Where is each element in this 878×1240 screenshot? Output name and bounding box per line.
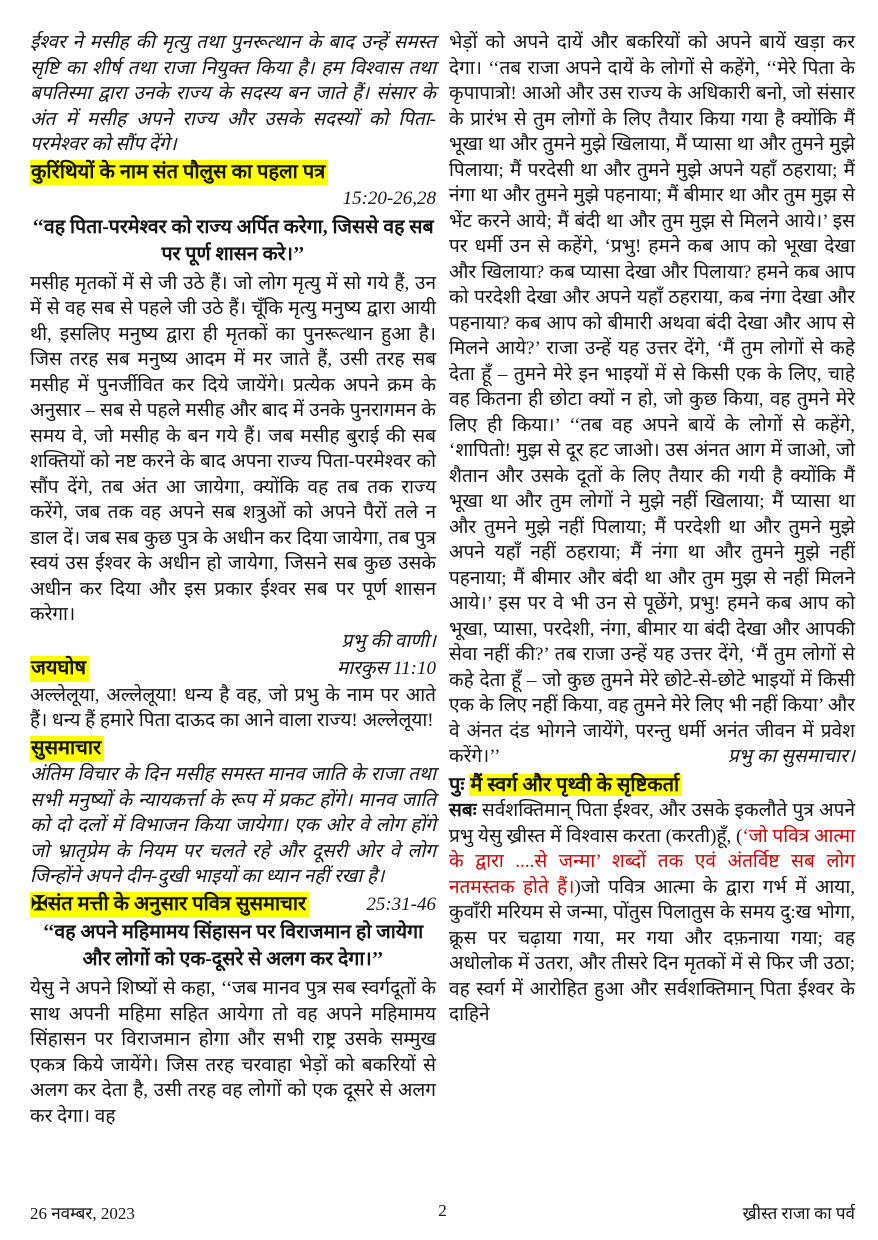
- epistle-body: मसीह मृतकों में से जी उठे हैं। जो लोग मृत्यु में सो गये हैं, उन में से वह सब से पहले जी उठे हैं। चूँकि मृत्यु मनुष्य द्वारा आयी थी, इसलिए मनुष्य द्वारा ही मृतकों का पुनरूत्थान हुआ है। जिस तरह सब मनुष्य आदम में मर जाते हैं, उसी तरह सब मसीह में पुनर्जीवित कर दिये जायेंगे। प्रत्येक अपने क्रम के अनुसार – सब से पहले मसीह और बाद में उनके पुनरागमन के समय वे, जो मसीह के बन गये हैं। जब मसीह बुराई की सब शक्तियों को नष्ट करने के बाद अपना राज्य पिता-परमेश्वर को सौंप देंगे, तब अंत आ जायेगा, क्योंकि वह तब तक राज्य करेंगे, जब तक वह अपने सब शत्रुओं को अपने पैरों तले न डाल दें। जब सब कुछ पुत्र के अधीन कर दिया जायेगा, तब पुत्र स्वयं उस ईश्वर के अधीन हो जायेगा, जिसने सब कुछ उसके अधीन कर दिया और इस प्रकार ईश्वर सब पर पूर्ण शासन करेगा।: [30, 272, 436, 625]
- epistle-heading: कुरिंथियों के नाम संत पौलुस का पहला पत्र: [30, 160, 328, 186]
- footer-feast-title: ख्रीस्त राजा का पर्व: [742, 1204, 855, 1223]
- gospel-body-continued: भेड़ों को अपने दायें और बकरियों को अपने बायें खड़ा कर देगा। ‘‘तब राजा अपने दायें के लोगों से कहेंगे, ‘‘मेरे पिता के कृपापात्रो! आओ और उस राज्य के अधिकारी बनो, जो संसार के प्रारंभ से तुम लोगों के लिए तैयार किया गया है क्योंकि मैं भूखा था और तुमने मुझे खिलाया, मैं प्यासा था और तुमने मुझे पिलाया; मैं परदेसी था और तुमने मुझे अपने यहाँ ठहराया; मैं नंगा था और तुमने मुझे पहनाया; मैं बीमार था और तुम मुझ से भेंट करने आये; मैं बंदी था और तुम मुझ से मिलने आये।’ इस पर धर्मी उन से कहेंगे, ‘प्रभु! हमने कब आप को भूखा देखा और खिलाया? कब प्यासा देखा और पिलाया? हमने कब आप को परदेशी देखा और अपने यहाँ ठहराया, कब नंगा देखा और पहनाया? कब आप को बीमारी अथवा बंदी देखा और आप से मिलने आये?’ राजा उन्हें यह उत्तर देंगे, ‘मैं तुम लोगों से कहे देता हूँ – तुमने मेरे इन भाइयों में से किसी एक के लिए, चाहे वह कितना ही छोटा क्यों न हो, जो कुछ किया, वह तुमने मेरे लिए ही किया।’ ‘‘तब वह अपने बायें के लोगों से कहेंगे, ‘शापितो! मुझ से दूर हट जाओ। उस अंनत आग में जाओ, जो शैतान और उसके दूतों के लिए तैयार की गयी है क्योंकि मैं भूखा था और तुम लोगों ने मुझे नहीं खिलाया; मैं प्यासा था और तुमने मुझे नहीं पिलाया; मैं परदेशी था और तुमने मुझे अपने यहाँ नहीं ठहराया; मैं नंगा था और तुमने मुझे नहीं पहनाया; मैं बीमार और बंदी था और तुम मुझ से नहीं मिलने आये।’ इस पर वे भी उन से पूछेंगे, प्रभु! हमने कब आप को भूखा, प्यासा, परदेशी, नंगा, बीमार या बंदी देखा और आपकी सेवा नहीं की?’ तब राजा उन्हें यह उत्तर देंगे, ‘मैं तुम लोगों से कहे देता हूँ – जो कुछ तुमने मेरे छोटे-से-छोटे भाइयों में किसी एक के लिए नहीं किया, वह तुमने मेरे लिए भी नहीं किया’ और वे अंनत दंड भोगने जायेंगे, परन्तु धर्मी अनंत जीवन में प्रवेश करेंगे।’’: [449, 32, 855, 767]
- gospel-note-heading: सुसमाचार: [30, 736, 104, 762]
- epistle-heading-line: [30, 160, 436, 186]
- cross-icon: ✠: [31, 892, 48, 915]
- acclamation-body: अल्लेलूया, अल्लेलूया! धन्य है वह, जो प्रभु के नाम पर आते हैं। धन्य हैं हमारे पिता दाऊद का आने वाला राज्य! अल्लेलूया!: [30, 684, 436, 731]
- creed-text-start: सर्वशक्तिमान् पिता ईश्वर, और उसके इकलौते पुत्र अपने प्रभु येसु ख्रीस्त में विश्वास करता (करती)हूँ, (: [449, 800, 856, 847]
- page-footer: [30, 1201, 855, 1224]
- left-column: [30, 30, 436, 1129]
- gospel-note-body: अंतिम विचार के दिन मसीह समस्त मानव जाति के राजा तथा सभी मनुष्यों के न्यायकर्त्ता के रूप में प्रकट होंगे। मानव जाति को दो दलों में विभाजन किया जायेगा। एक ओर वे लोग होंगे जो भ्रातृप्रेम के नियम पर चलते रहे और दूसरी ओर वे लोग जिन्होंने अपने दीन-दुखी भाइयों का ध्यान नहीं रखा है।: [30, 764, 436, 887]
- gospel-heading: [30, 892, 309, 918]
- creed-heading-line: [449, 773, 855, 799]
- gospel-reference: 25:31-46: [366, 893, 436, 915]
- gospel-note-heading-line: [30, 736, 436, 762]
- acclamation-heading-line: [30, 656, 436, 682]
- acclamation-heading: जयघोष: [30, 656, 89, 682]
- priest-label: पुः: [449, 773, 465, 796]
- epistle-headline-quote: ‘‘वह पिता-परमेश्वर को राज्य अर्पित करेगा, जिससे वह सब पर पूर्ण शासन करे।’’: [32, 216, 434, 265]
- gospel-heading-text: संत मत्ती के अनुसार पवित्र सुसमाचार: [47, 892, 307, 915]
- acclamation-reference: मारकुस 11:10: [336, 658, 436, 679]
- footer-page-number: 2: [438, 1201, 447, 1220]
- gospel-body-right: [449, 30, 855, 770]
- intro-commentary: ईश्वर ने मसीह की मृत्यु तथा पुनरूत्थान के बाद उन्हें समस्त सृष्टि का शीर्ष तथा राजा नियुक्त किया है। हम विश्वास तथा बपतिस्मा द्वारा उनके राज्य के सदस्य बन जाते हैं। संसार के अंत में मसीह अपने राज्य और उसके सदस्यों को पिता-परमेश्वर को सौंप देंगे।: [30, 32, 436, 155]
- right-column: [449, 30, 855, 1129]
- epistle-closing: प्रभु की वाणी।: [341, 630, 436, 652]
- creed-body: [449, 798, 855, 1028]
- gospel-headline-quote: ‘‘वह अपने महिमामय सिंहासन पर विराजमान हो जायेगा और लोगों को एक-दूसरे से अलग कर देगा।’’: [42, 922, 424, 970]
- creed-rubric-red: ‘जो पवित्र आत्मा के द्वारा ....से जन्मा’ शब्दों तक एवं अंतर्विष्ट सब लोग नतमस्तक होते हैं।: [449, 825, 855, 898]
- gospel-body-left: येसु ने अपने शिष्यों से कहा, ‘‘जब मानव पुत्र सब स्वर्गदूतों के साथ अपनी महिमा सहित आयेगा तो वह अपने महिमामय सिंहासन पर विराजमान होगा और सभी राष्ट्र उसके सम्मुख एकत्र किये जायेंगे। जिस तरह चरवाहा भेड़ों को बकरियों से अलग कर देता है, उसी तरह वह लोगों को एक दूसरे से अलग कर देगा। वह: [30, 978, 436, 1127]
- two-column-text: [30, 30, 855, 1129]
- footer-date: 26 नवम्बर, 2023: [30, 1204, 135, 1223]
- creed-heading: मैं स्वर्ग और पृथ्वी के सृष्टिकर्ता: [469, 774, 682, 796]
- gospel-heading-line: [30, 892, 436, 918]
- gospel-closing: प्रभु का सुसमाचार।: [727, 746, 855, 767]
- creed-text-end: )जो पवित्र आत्मा के द्वारा गर्भ में आया, कुवाँरी मरियम से जन्मा, पोंतुस पिलातुस के समय दु:ख भोगा, क्रूस पर चढ़ाया गया, मर गया और दफ़नाया गया; वह अधोलोक में उतरा, और तीसरे दिन मृतकों में से फिर जी उठा; वह स्वर्ग में आरोहित हुआ और सर्वशक्तिमान् पिता ईश्वर के दाहिने: [449, 876, 855, 1025]
- all-label: सबः: [449, 800, 477, 821]
- epistle-reference: 15:20-26,28: [342, 188, 436, 209]
